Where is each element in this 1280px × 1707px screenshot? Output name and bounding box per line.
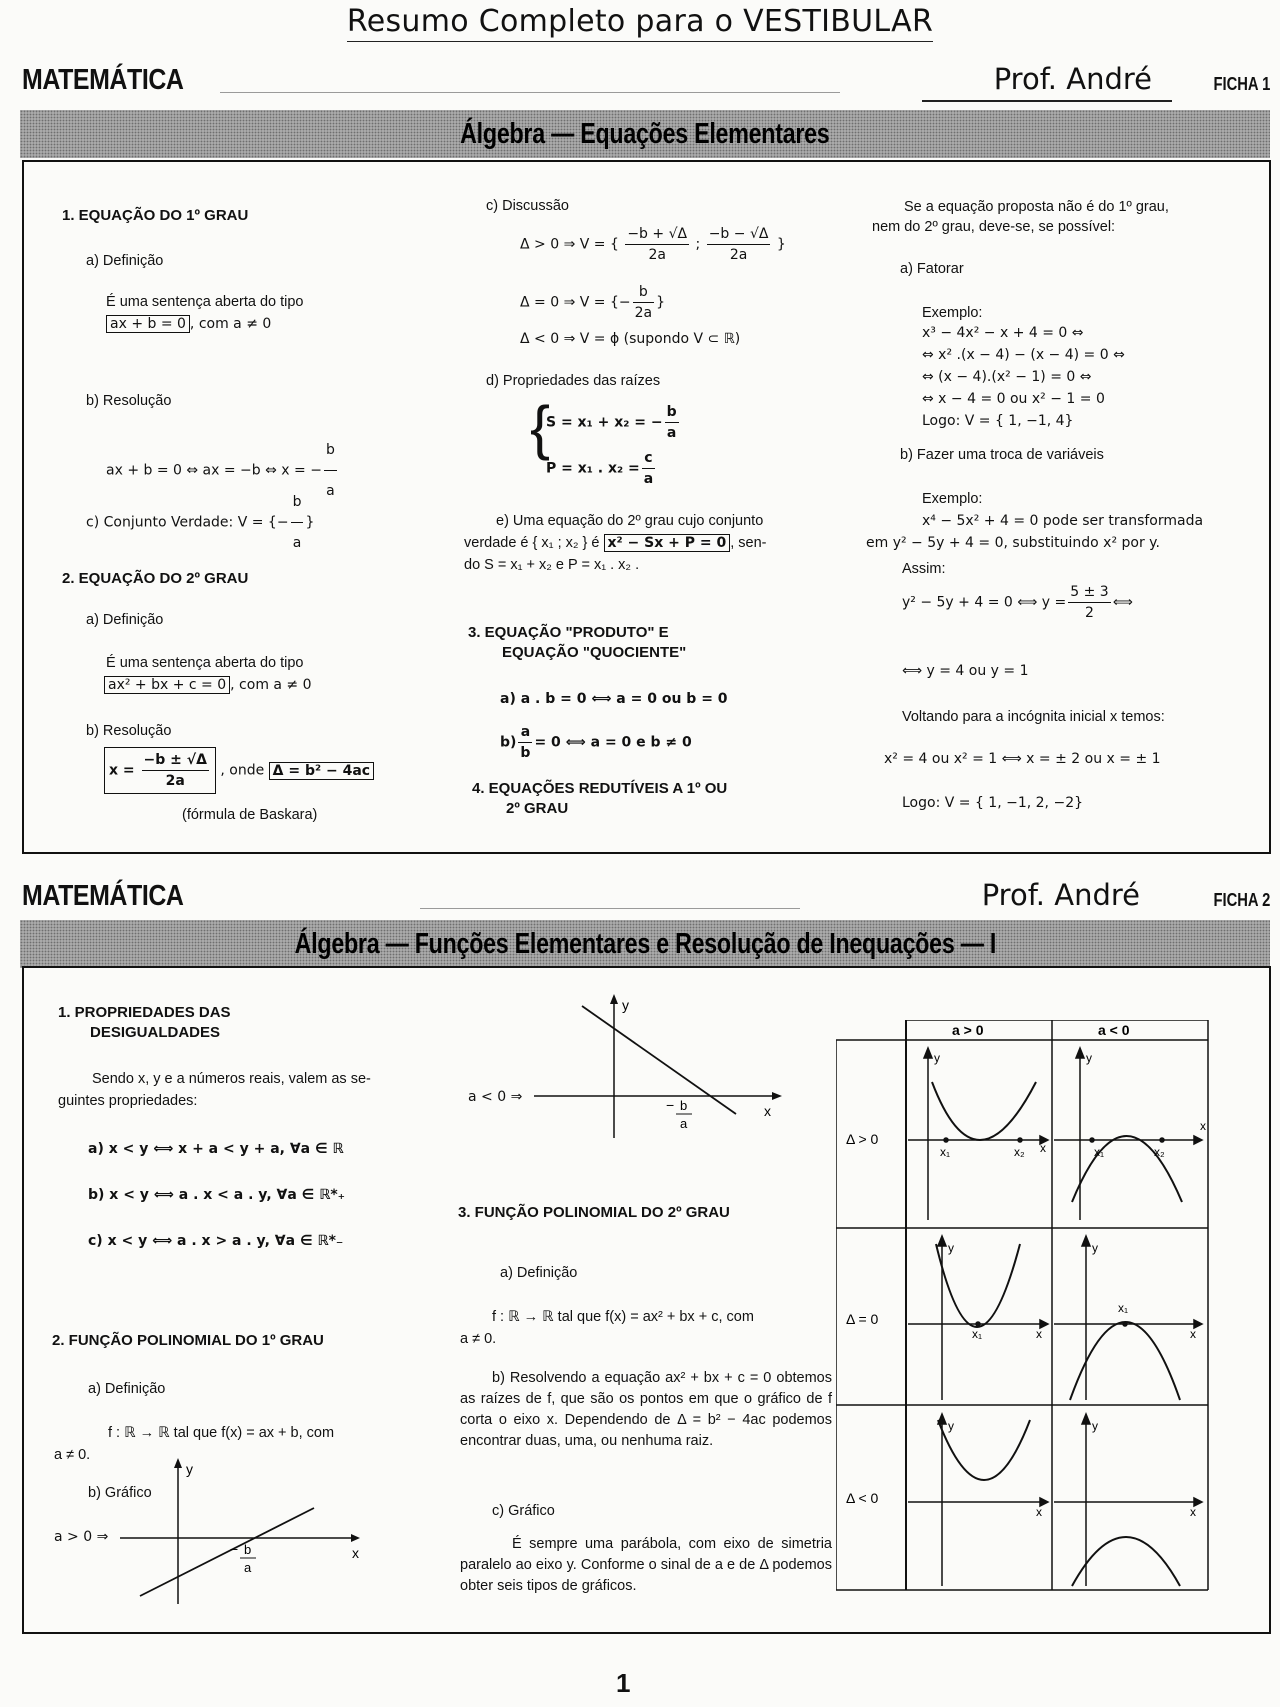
x-axis-label: x [1200, 1119, 1206, 1133]
root-numerator: b [680, 1098, 688, 1113]
section-heading: 2. FUNÇÃO POLINOMIAL DO 1º GRAU [52, 1332, 324, 1349]
example-line: ⇔ (x − 4).(x² − 1) = 0 ⇔ [922, 369, 1092, 385]
root-x1-label: x₁ [1118, 1301, 1129, 1315]
section-heading: 2. EQUAÇÃO DO 2º GRAU [62, 570, 249, 587]
paragraph-line: guintes propriedades: [58, 1093, 198, 1109]
quotient-equation: b) $\frac{a}{b}$ = 0 ⟺ a = 0 e b ≠ 0 [500, 724, 692, 761]
discussion-delta-zero: Δ = 0 ⇒ V = {− $\frac{b}{2a}$ } [520, 284, 666, 321]
linear-decreasing-graph [534, 990, 784, 1140]
subheading: b) Resolução [86, 393, 172, 409]
example-line: x³ − 4x² − x + 4 = 0 ⇔ [922, 325, 1084, 341]
y-axis-label: y [1092, 1241, 1098, 1255]
example-label: Assim: [902, 561, 946, 577]
x-axis-label: x [1040, 1141, 1046, 1155]
ficha2-header [20, 878, 1270, 922]
paragraph: É sempre uma parábola, com eixo de simetria paralelo ao eixo y. Conforme o sinal de a e de Δ podemos obter seis tipos de gráficos. [460, 1536, 832, 1594]
x-axis-label: x [1190, 1505, 1196, 1519]
linear-increasing-graph [120, 1454, 370, 1606]
x-axis-label: x [352, 1545, 359, 1561]
x-axis-label: x [1190, 1327, 1196, 1341]
paragraph-line: verdade é { x₁ ; x₂ } é x² − Sx + P = 0 , sen- [464, 535, 767, 551]
section-heading: 1. EQUAÇÃO DO 1º GRAU [62, 207, 249, 224]
subject-title: MATEMÁTICA [22, 880, 184, 912]
root-x1-label: x₁ [940, 1145, 951, 1159]
paragraph-line: do S = x₁ + x₂ e P = x₁ . x₂ . [464, 557, 640, 573]
y-axis-label: y [948, 1241, 954, 1255]
root-minus: − [666, 1097, 675, 1113]
page-number: 1 [616, 1668, 631, 1698]
discussion-delta-negative: Δ < 0 ⇒ V = ϕ (supondo V ⊂ ℝ) [520, 331, 741, 347]
x-axis-label: x [764, 1103, 771, 1119]
section-heading: 1. PROPRIEDADES DAS [58, 1004, 231, 1021]
paragraph-line: f : ℝ → ℝ tal que f(x) = ax + b, com [108, 1425, 335, 1441]
section-heading: 4. EQUAÇÕES REDUTÍVEIS A 1º OU [472, 780, 728, 797]
section-heading: 3. EQUAÇÃO "PRODUTO" E [468, 624, 669, 641]
example-line: y² − 5y + 4 = 0 ⟺ y = $\frac{5 \pm 3}{2}$ ⟺ [902, 584, 1133, 621]
subheading: a) Definição [500, 1265, 578, 1281]
professor-name: Prof. André [993, 62, 1152, 96]
root-x2-label: x₂ [1154, 1145, 1165, 1159]
subheading: a) Definição [86, 612, 164, 628]
formula-note: (fórmula de Baskara) [182, 807, 318, 823]
ficha1-content: 1. EQUAÇÃO DO 1º GRAU a) Definição É uma sentença aberta do tipo ax + b = 0 , com a ≠ 0 b) Resolução ax + b = 0 ⇔ ax = −b ⇔ x = − $\frac{b}{a}$ c) Conjunto Verdade: V = {− $\frac{b}{a}$ } 2. EQUAÇÃO DO 2º GRAU a) Definição É uma sentença aberta do tipo ax² + bx + c = 0 , com a ≠ 0 b) Resolução x = $\frac{-b \pm √\Delta}{2a}$ , onde Δ = b² − 4ac (fórmula de Baskara) c) Discussão Δ > 0 ⇒ V = { $\frac{-b + √\Delta}{2a}$ ; $\frac{-b - √\Delta}{2a}$ } Δ = 0 ⇒ V = {− $\frac{b}{2a}$ } Δ < 0 ⇒ V = ϕ (supondo V ⊂ ℝ) d) Propriedades das raízes { S = x₁ + x₂ = − $\frac{b}{a}$ P = x₁ . x₂ = $\frac{c}{a}$ e) Uma equação do 2º grau cujo conjunto verdade é { x₁ ; x₂ } é x² − Sx + P = 0 , sen- do S = x₁ + x₂ e P = x₁ . x₂ . 3. EQUAÇÃO "PRODUTO" E EQUAÇÃO "QUOCIENTE" a) a . b = 0 ⟺ a = 0 ou b = 0 b) $\frac{a}{b}$ = 0 ⟺ a = 0 e b ≠ 0 4. EQUAÇÕES REDUTÍVEIS A 1º OU 2º GRAU Se a equação proposta não é do 1º grau, nem do 2º grau, deve-se, se possível: a) Fatorar Exemplo: x³ − 4x² − x + 4 = 0 ⇔ ⇔ x² .(x − 4) − (x − 4) = 0 ⇔ ⇔ (x − 4).(x² − 1) = 0 ⇔ ⇔ x − 4 = 0 ou x² − 1 = 0 Logo: V = { 1, −1, 4} b) Fazer uma troca de variáveis Exemplo: x⁴ − 5x² + 4 = 0 pode ser transformada em y² − 5y + 4 = 0, substituindo x² por y. Assim: y² − 5y + 4 = 0 ⟺ y = $\frac{5 \pm 3}{2}$ ⟺ ⟺ y = 4 ou y = 1 Voltando para a incógnita inicial x temos: x² = 4 ou x² = 1 ⟺ x = ± 2 ou x = ± 1 Logo: V = { 1, −1, 2, −2} [22, 160, 1271, 854]
subheading: a) Fatorar [900, 261, 964, 277]
resolution-formula: ax + b = 0 ⇔ ax = −b ⇔ x = − $\frac{b}{a}$ [106, 430, 339, 511]
paragraph: b) Resolvendo a equação ax² + bx + c = 0 obtemos as raízes de f, que são os pontos em que o gráfico de f corta o eixo x. Dependendo de Δ = b² − 4ac podemos encontrar duas, uma, ou nenhuma raiz. [460, 1370, 832, 1449]
root-numerator: b [244, 1542, 252, 1557]
section-heading: 3. FUNÇÃO POLINOMIAL DO 2º GRAU [458, 1204, 730, 1221]
root-x1-label: x₁ [972, 1327, 983, 1341]
example-line: x⁴ − 5x² + 4 = 0 pode ser transformada [922, 513, 1204, 529]
ficha1-header [20, 62, 1270, 106]
inequality-property: a) x < y ⟺ x + a < y + a, ∀a ∈ ℝ [88, 1141, 344, 1157]
definition-formula: ax² + bx + c = 0 , com a ≠ 0 [104, 676, 312, 694]
subheading: b) Fazer uma troca de variáveis [900, 447, 1104, 463]
subheading: a) Definição [88, 1381, 166, 1397]
paragraph-line: nem do 2º grau, deve-se, se possível: [872, 219, 1116, 235]
paragraph-line: f : ℝ → ℝ tal que f(x) = ax² + bx + c, com [492, 1309, 754, 1325]
subheading: b) Resolução [86, 723, 172, 739]
section-heading: EQUAÇÃO "QUOCIENTE" [502, 644, 687, 661]
y-axis-label: y [1092, 1419, 1098, 1433]
ficha1-banner: Álgebra — Equações Elementares [20, 110, 1270, 158]
root-denominator: a [680, 1116, 688, 1131]
example-line: ⇔ x² .(x − 4) − (x − 4) = 0 ⇔ [922, 347, 1125, 363]
example-line: em y² − 5y + 4 = 0, substituindo x² por y. [866, 535, 1160, 551]
row-header-delta-negative: Δ < 0 [846, 1490, 879, 1506]
definition-formula: ax + b = 0 , com a ≠ 0 [106, 315, 271, 333]
example-line: ⟺ y = 4 ou y = 1 [902, 663, 1029, 679]
subheading: d) Propriedades das raízes [486, 373, 661, 389]
definition-text: É uma sentença aberta do tipo [106, 655, 304, 671]
example-label: Exemplo: [922, 491, 983, 507]
product-equation: a) a . b = 0 ⟺ a = 0 ou b = 0 [500, 691, 728, 707]
baskara-formula: x = $\frac{-b \pm √\Delta}{2a}$ , onde Δ = b² − 4ac [104, 747, 374, 794]
section-heading: 2º GRAU [506, 800, 569, 817]
inequality-property: b) x < y ⟺ a . x < a . y, ∀a ∈ ℝ*₊ [88, 1187, 346, 1203]
discussion-delta-positive: Δ > 0 ⇒ V = { $\frac{-b + √\Delta}{2a}$ ; $\frac{-b - √\Delta}{2a}$ } [520, 226, 786, 263]
parabola-graphs-table [836, 1020, 1236, 1600]
section-heading: DESIGUALDADES [90, 1024, 221, 1041]
document-title: Resumo Completo para o VESTIBULAR [0, 4, 1280, 39]
inequality-property: c) x < y ⟺ a . x > a . y, ∀a ∈ ℝ*₋ [88, 1233, 344, 1249]
paragraph-line: a ≠ 0. [460, 1331, 497, 1347]
ficha2-content [22, 966, 1271, 1634]
y-axis-label: y [622, 997, 629, 1013]
subheading: b) Gráfico [88, 1485, 152, 1501]
x-axis-label: x [1036, 1327, 1042, 1341]
row-header-delta-positive: Δ > 0 [846, 1131, 879, 1147]
paragraph-line: Se a equação proposta não é do 1º grau, [904, 199, 1169, 215]
subheading: c) Gráfico [492, 1503, 555, 1519]
paragraph-line: Voltando para a incógnita inicial x temos: [902, 709, 1165, 725]
truth-set: c) Conjunto Verdade: V = {− $\frac{b}{a}$ } [86, 482, 314, 563]
example-line: x² = 4 ou x² = 1 ⟺ x = ± 2 ou x = ± 1 [884, 751, 1161, 767]
ficha2-banner: Álgebra — Funções Elementares e Resolução de Inequações — I [20, 920, 1270, 968]
root-x2-label: x₂ [1014, 1145, 1025, 1159]
example-label: Exemplo: [922, 305, 983, 321]
example-line: ⇔ x − 4 = 0 ou x² − 1 = 0 [922, 391, 1105, 407]
ficha-label: FICHA 2 [1213, 890, 1270, 910]
graph-condition: a < 0 ⇒ [468, 1089, 523, 1105]
column-header-a-negative: a < 0 [1098, 1022, 1130, 1038]
example-line: Logo: V = { 1, −1, 4} [922, 413, 1074, 429]
row-header-delta-zero: Δ = 0 [846, 1311, 879, 1327]
example-line: Logo: V = { 1, −1, 2, −2} [902, 795, 1084, 811]
definition-text: É uma sentença aberta do tipo [106, 294, 304, 310]
subject-title: MATEMÁTICA [22, 64, 184, 96]
paragraph-line: Sendo x, y e a números reais, valem as se- [92, 1071, 371, 1087]
paragraph-line: a ≠ 0. [54, 1447, 91, 1463]
ficha-label: FICHA 1 [1213, 74, 1270, 94]
subheading: c) Discussão [486, 198, 569, 214]
y-axis-label: y [1086, 1051, 1092, 1065]
column-header-a-positive: a > 0 [952, 1022, 984, 1038]
graph-condition: a > 0 ⇒ [54, 1529, 109, 1545]
sum-of-roots: S = x₁ + x₂ = − $\frac{b}{a}$ [546, 404, 677, 441]
y-axis-label: y [186, 1461, 193, 1477]
y-axis-label: y [934, 1051, 940, 1065]
root-minus: − [230, 1541, 239, 1557]
product-of-roots: P = x₁ . x₂ = $\frac{c}{a}$ [546, 450, 654, 487]
root-denominator: a [244, 1560, 252, 1575]
subheading: a) Definição [86, 253, 164, 269]
x-axis-label: x [1036, 1505, 1042, 1519]
root-x1-label: x₁ [1094, 1145, 1105, 1159]
y-axis-label: y [948, 1419, 954, 1433]
professor-name: Prof. André [981, 878, 1140, 912]
paragraph-line: e) Uma equação do 2º grau cujo conjunto [496, 513, 764, 529]
